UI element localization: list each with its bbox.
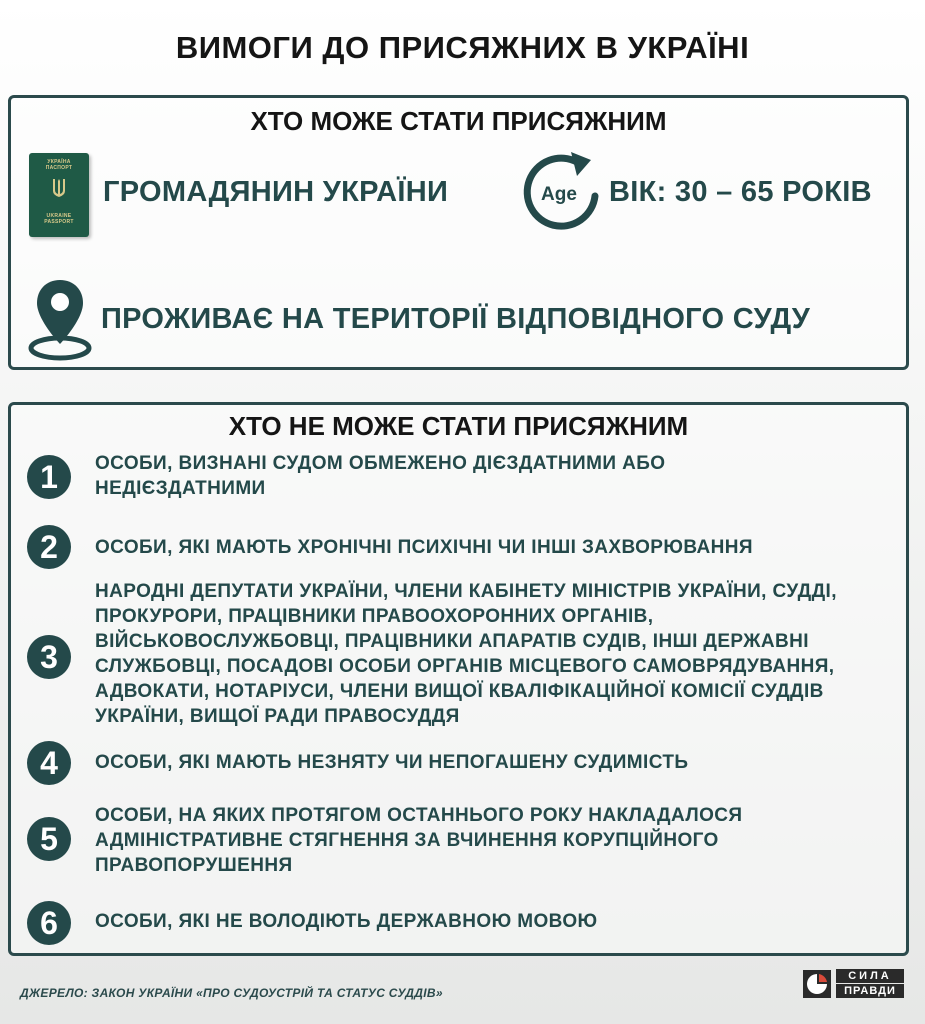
number-badge-5: 5 xyxy=(27,817,71,861)
exclusion-item-3: НАРОДНІ ДЕПУТАТИ УКРАЇНИ, ЧЛЕНИ КАБІНЕТУ МІНІСТРІВ УКРАЇНИ, СУДДІ, ПРОКУРОРИ, ПРАЦІВНИКИ ПРАВООХОРОННИХ ОРГАНІВ, ВІЙСЬКОВОСЛУЖБОВЦІ, ПРАЦІВНИКИ АПАРАТІВ СУДІВ, ІНШІ ДЕРЖАВНІ СЛУЖБОВЦІ, ПОСАДОВІ ОСОБИ ОРГАНІВ МІСЦЕВОГО САМОВРЯДУВАННЯ, АДВОКАТИ, НОТАРІУСИ, ЧЛЕНИ ВИЩОЇ КВАЛІФІКАЦІЙНОЇ КОМІСІЇ СУДДІВ УКРАЇНИ, ВИЩОЇ РАДИ ПРАВОСУДДЯ xyxy=(95,581,837,727)
citizen-requirement: ГРОМАДЯНИН УКРАЇНИ xyxy=(103,176,449,208)
number-badge-3: 3 xyxy=(27,635,71,679)
age-requirement: ВІК: 30 – 65 РОКІВ xyxy=(609,176,872,208)
number-badge-6: 6 xyxy=(27,901,71,945)
logo-word-2: ПРАВДИ xyxy=(836,984,904,998)
exclusion-item-4: ОСОБИ, ЯКІ МАЮТЬ НЕЗНЯТУ ЧИ НЕПОГАШЕНУ СУДИМІСТЬ xyxy=(95,752,689,773)
number-badge-1: 1 xyxy=(27,455,71,499)
residence-requirement: ПРОЖИВАЄ НА ТЕРИТОРІЇ ВІДПОВІДНОГО СУДУ xyxy=(101,303,811,335)
passport-icon xyxy=(29,153,89,237)
passport-line4: PASSPORT xyxy=(44,219,74,225)
cannot-be-juror-heading: ХТО НЕ МОЖЕ СТАТИ ПРИСЯЖНИМ xyxy=(228,411,689,441)
number-badge-2: 2 xyxy=(27,525,71,569)
page-title: ВИМОГИ ДО ПРИСЯЖНИХ В УКРАЇНІ xyxy=(175,30,750,65)
sila-pravdy-logo xyxy=(803,969,905,999)
exclusion-item-5: ОСОБИ, НА ЯКИХ ПРОТЯГОМ ОСТАННЬОГО РОКУ НАКЛАДАЛОСЯ АДМІНІСТРАТИВНЕ СТЯГНЕННЯ ЗА ВЧИНЕННЯ КОРУПЦІЙНОГО ПРАВОПОРУШЕННЯ xyxy=(95,805,743,876)
exclusion-item-1: ОСОБИ, ВИЗНАНІ СУДОМ ОБМЕЖЕНО ДІЄЗДАТНИМИ АБО НЕДІЄЗДАТНИМИ xyxy=(95,453,666,499)
trident-icon xyxy=(51,177,67,199)
can-be-juror-panel xyxy=(8,95,909,370)
location-pin-icon xyxy=(27,276,93,362)
passport-line2: ПАСПОРТ xyxy=(45,165,73,171)
can-be-juror-heading: ХТО МОЖЕ СТАТИ ПРИСЯЖНИМ xyxy=(250,106,667,136)
number-badge-4: 4 xyxy=(27,741,71,785)
exclusion-item-2: ОСОБИ, ЯКІ МАЮТЬ ХРОНІЧНІ ПСИХІЧНІ ЧИ ІНШІ ЗАХВОРЮВАННЯ xyxy=(95,537,753,558)
age-cycle-icon xyxy=(519,150,605,234)
cannot-be-juror-panel xyxy=(8,402,909,956)
source-note: ДЖЕРЕЛО: ЗАКОН УКРАЇНИ «ПРО СУДОУСТРІЙ ТА СТАТУС СУДДІВ» xyxy=(20,986,443,1000)
passport-line1: УКРАЇНА xyxy=(47,159,71,165)
logo-mark-icon xyxy=(803,970,831,998)
logo-word-1: СИЛА xyxy=(836,969,904,983)
age-icon-label: Age xyxy=(541,184,577,205)
exclusion-item-6: ОСОБИ, ЯКІ НЕ ВОЛОДІЮТЬ ДЕРЖАВНОЮ МОВОЮ xyxy=(95,911,598,932)
passport-line3: UKRAINE xyxy=(46,213,72,219)
